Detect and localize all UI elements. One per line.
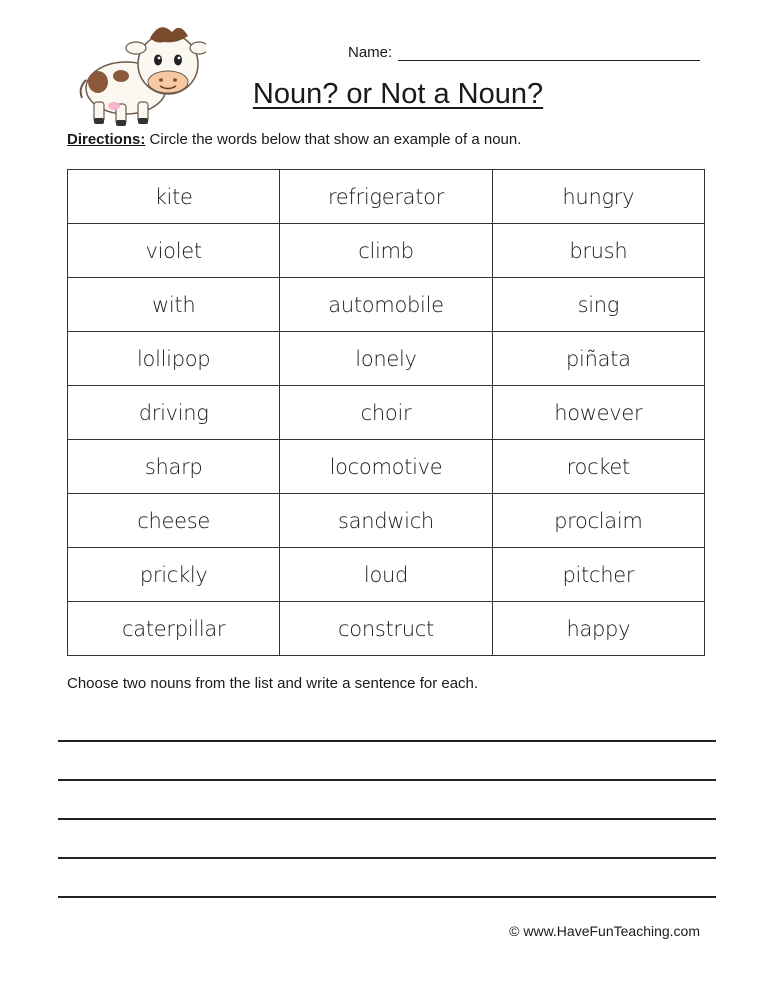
word-cell[interactable]: hungry — [492, 170, 704, 224]
word-cell[interactable]: pitcher — [492, 548, 704, 602]
table-row — [68, 386, 705, 440]
writing-line[interactable] — [58, 779, 716, 781]
word-cell[interactable]: sing — [492, 278, 704, 332]
word-cell[interactable]: driving — [68, 386, 280, 440]
table-row — [68, 332, 705, 386]
word-cell[interactable]: kite — [68, 170, 280, 224]
writing-line[interactable] — [58, 740, 716, 742]
word-cell[interactable]: sandwich — [280, 494, 492, 548]
word-cell[interactable]: sharp — [68, 440, 280, 494]
word-cell[interactable]: refrigerator — [280, 170, 492, 224]
table-row — [68, 170, 705, 224]
writing-line[interactable] — [58, 896, 716, 898]
copyright-footer: © www.HaveFunTeaching.com — [509, 923, 700, 939]
writing-line[interactable] — [58, 818, 716, 820]
word-cell[interactable]: cheese — [68, 494, 280, 548]
word-cell[interactable]: with — [68, 278, 280, 332]
word-cell[interactable]: automobile — [280, 278, 492, 332]
word-cell[interactable]: lonely — [280, 332, 492, 386]
sentence-instruction: Choose two nouns from the list and write a sentence for each. — [67, 675, 479, 692]
word-cell[interactable]: however — [492, 386, 704, 440]
word-cell[interactable]: lollipop — [68, 332, 280, 386]
name-blank-line[interactable] — [398, 46, 700, 61]
word-cell[interactable]: proclaim — [492, 494, 704, 548]
directions-label: Directions: — [67, 131, 146, 148]
word-cell[interactable]: loud — [280, 548, 492, 602]
directions-text: Circle the words below that show an example of a noun. — [145, 131, 522, 148]
table-row — [68, 440, 705, 494]
word-table — [67, 169, 705, 656]
name-label: Name: — [348, 44, 393, 61]
word-cell[interactable]: locomotive — [280, 440, 492, 494]
table-row — [68, 224, 705, 278]
table-row — [68, 278, 705, 332]
table-row — [68, 494, 705, 548]
word-cell[interactable]: climb — [280, 224, 492, 278]
word-cell[interactable]: brush — [492, 224, 704, 278]
writing-line[interactable] — [58, 857, 716, 859]
word-cell[interactable]: construct — [280, 602, 492, 656]
name-field[interactable] — [348, 44, 700, 61]
word-cell[interactable]: choir — [280, 386, 492, 440]
directions — [67, 131, 521, 148]
table-row — [68, 602, 705, 656]
table-row — [68, 548, 705, 602]
word-cell[interactable]: violet — [68, 224, 280, 278]
word-cell[interactable]: rocket — [492, 440, 704, 494]
writing-lines[interactable] — [58, 740, 716, 935]
cow-cartoon-icon — [76, 18, 206, 130]
word-cell[interactable]: piñata — [492, 332, 704, 386]
word-cell[interactable]: happy — [492, 602, 704, 656]
page-title: Noun? or Not a Noun? — [252, 78, 544, 110]
word-cell[interactable]: caterpillar — [68, 602, 280, 656]
word-cell[interactable]: prickly — [68, 548, 280, 602]
